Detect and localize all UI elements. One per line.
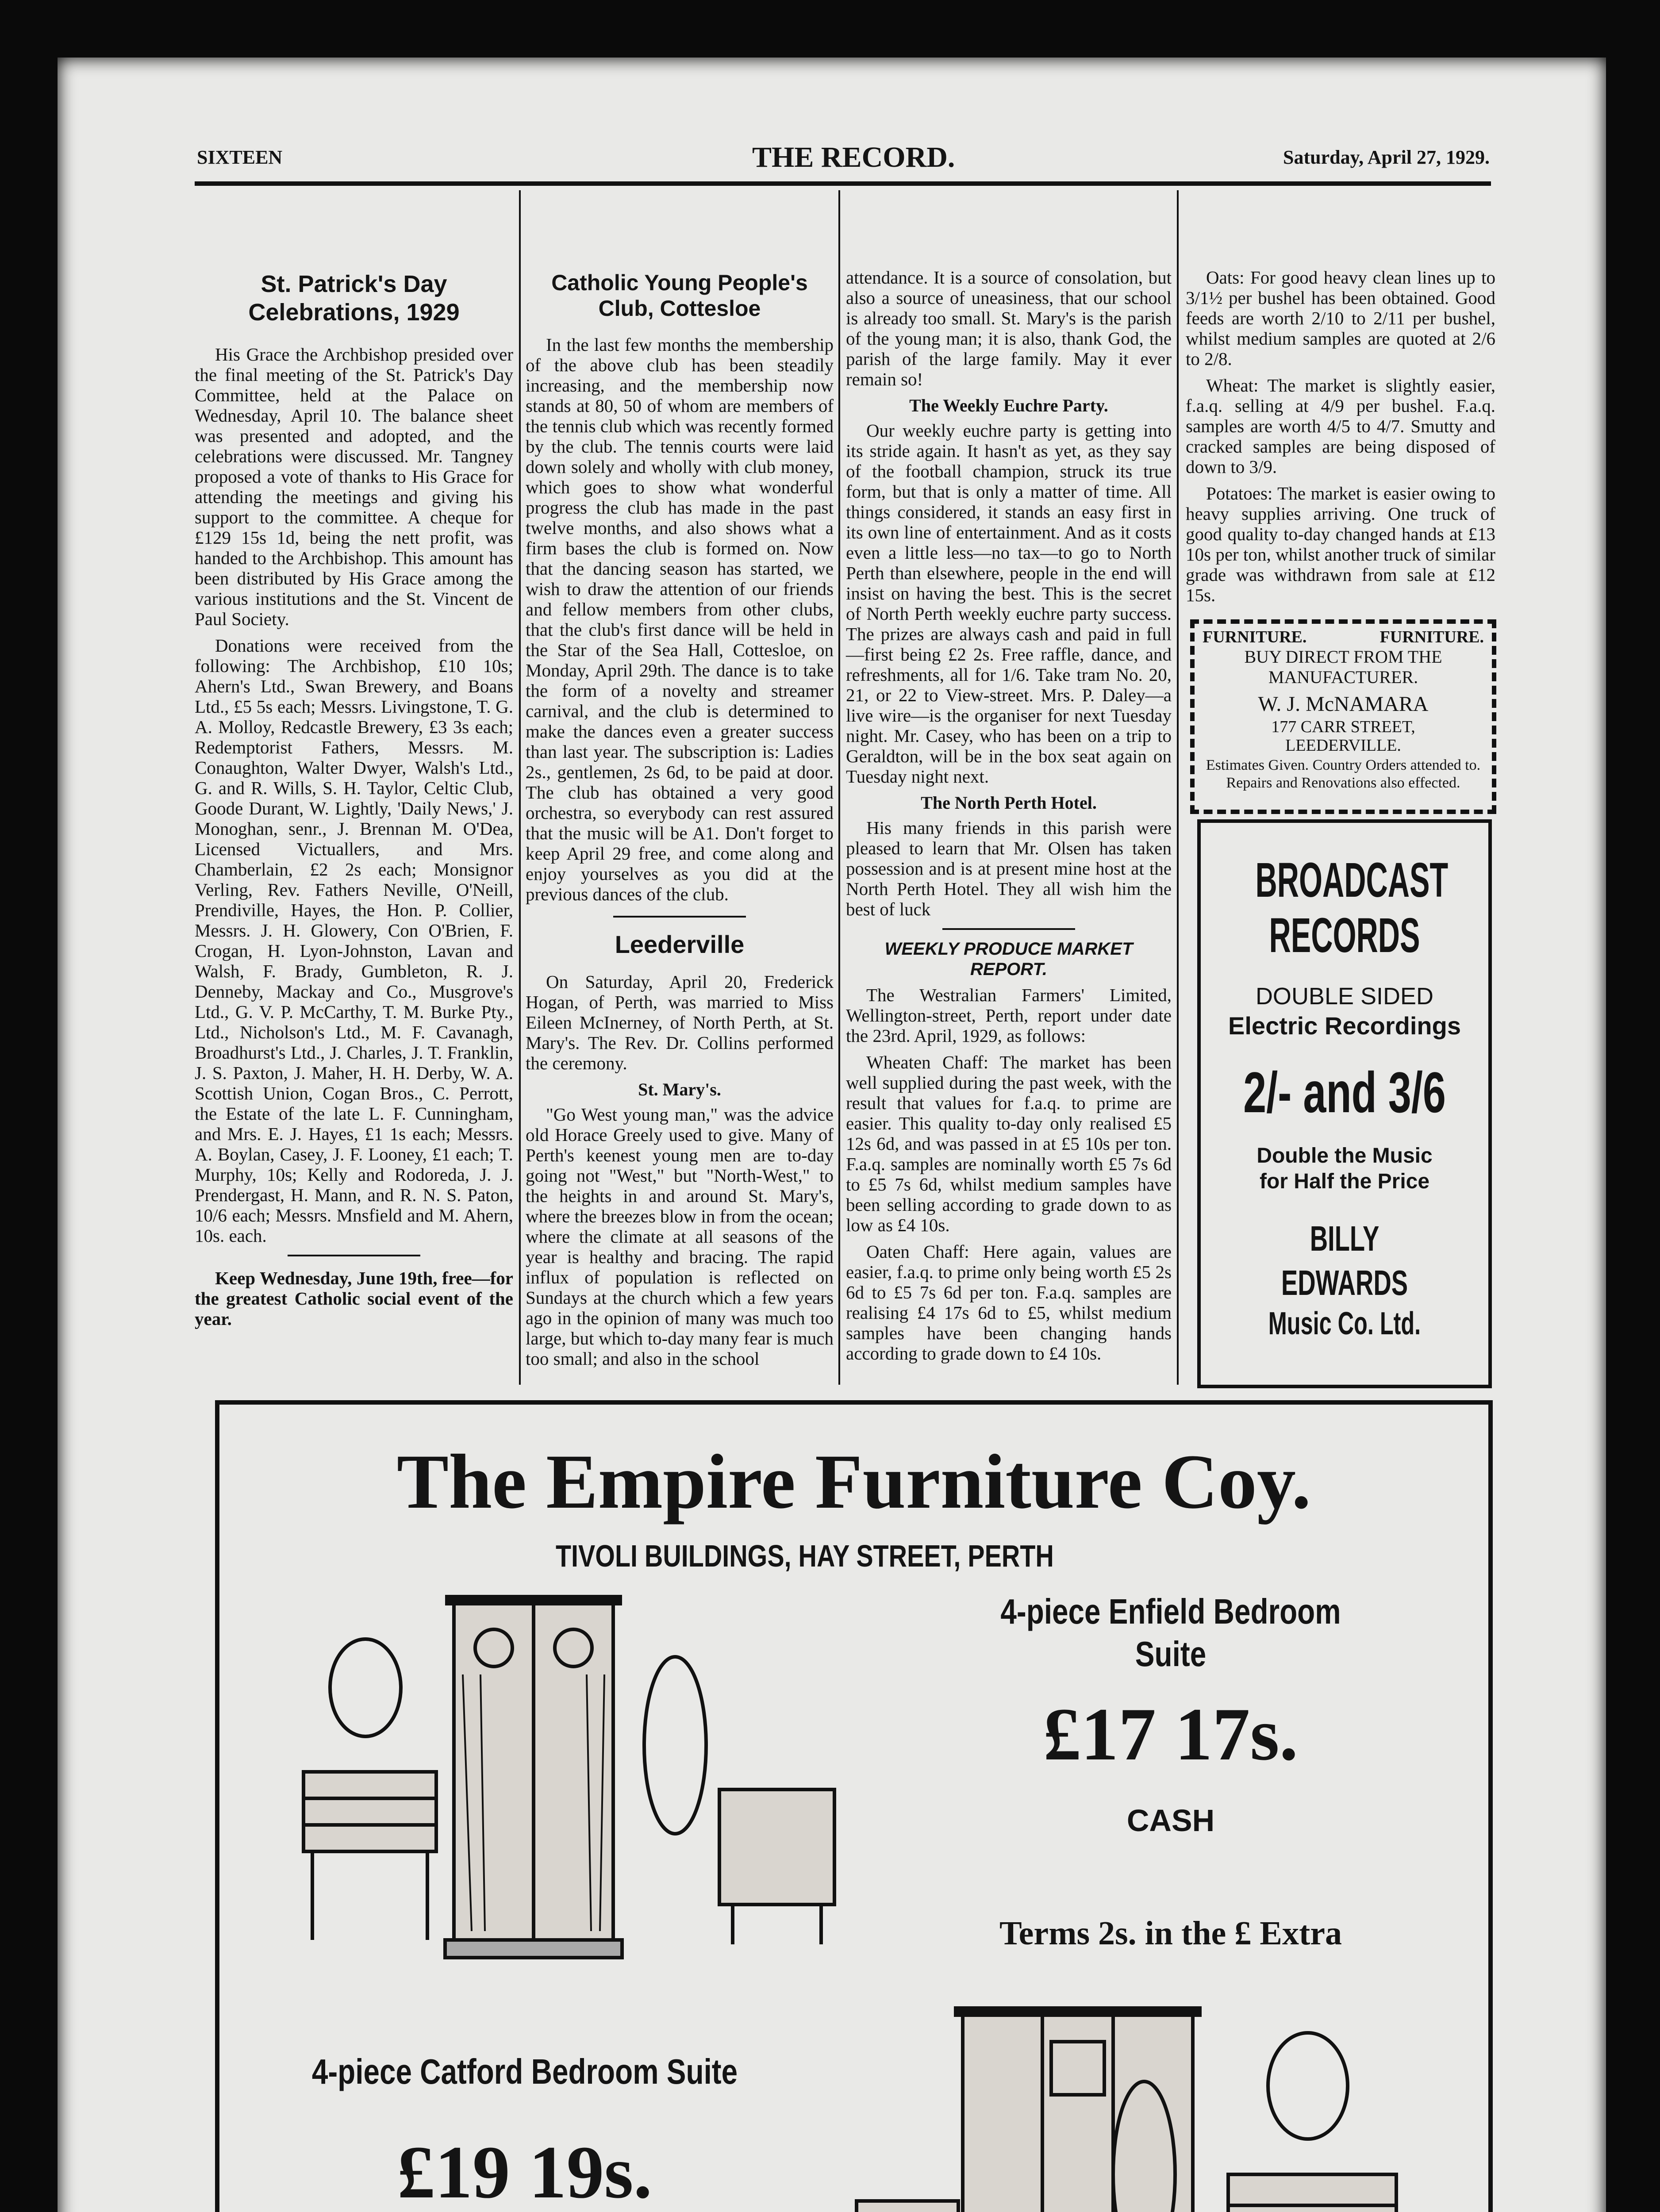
enfield-name: 4-piece Enfield Bedroom Suite (1000, 1592, 1341, 1674)
ad-header (1195, 627, 1492, 647)
empire-furniture-ad (215, 1400, 1493, 2212)
article-paragraph: Wheat: The market is slightly easier, f.a.q. selling at 4/9 per bushel. F.a.q. samples are worth 4/5 to 4/7. Smutty and cracked samples are being disposed of down to 3/9. (1186, 375, 1495, 477)
issue-date: Saturday, April 27, 1929. (1283, 146, 1490, 168)
section-subhead: The Weekly Euchre Party. (909, 396, 1108, 415)
ad-line: FURNITURE. (1203, 628, 1307, 646)
ad-line: 177 CARR STREET, (1271, 718, 1415, 736)
ad-brand: Music Co. Ltd. (1268, 1306, 1421, 1341)
column-divider (1177, 190, 1179, 1385)
article-paragraph: Oats: For good heavy clean lines up to 3/1½ per bushel has been obtained. Good feeds are worth 2/10 to 2/11 per bushel, whilst medium samples are quoted at 2/6 to 2/8. (1186, 267, 1495, 369)
section-subhead: St. Mary's. (638, 1079, 721, 1099)
column-divider (838, 190, 840, 1385)
section-subhead: The North Perth Hotel. (921, 793, 1097, 813)
article-title: Catholic Young People's Club, Cottesloe (551, 270, 808, 321)
article-paragraph: On Saturday, April 20, Frederick Hogan, of Perth, was married to Miss Eileen McInerney, of North Perth, at St. Mary's. The Rev. Dr. Collins performed the ceremony. (526, 972, 834, 1073)
enfield-cash: CASH (1126, 1803, 1215, 1838)
article-paragraph: In the last few months the membership of the above club has been steadily increasing, and the membership now stands at 80, 50 of whom are members of the tennis club which was recently formed by the club. The tennis courts were laid down solely and wholly with club money, which goes to show what wonderful progress the club has made in the past twelve months, and also shows what a firm bases the club is formed on. Now that the dancing season has started, we wish to draw the attention of our friends and fellow members from other clubs, that the club's first dance will be held in the Star of the Sea Hall, Cottesloe, on Monday, April 29th. The dance is to take the form of a novelty and streamer carnival, and the club is determined to make the dances even a greater success than last year. The subscription is: Ladies 2s., gentlemen, 2s 6d, to be paid at door. The club has obtained a very good orchestra, so everybody can rest assured that the music will be A1. Don't forget to keep April 29 free, and come along and enjoy yourselves as you did at the previous dances of the club. (526, 334, 834, 904)
column-1 (195, 270, 513, 1335)
page-label: SIXTEEN (197, 146, 283, 168)
ad-note: Estimates Given. Country Orders attended to. Repairs and Renovations also effected. (1206, 757, 1481, 791)
article-title: WEEKLY PRODUCE MARKET REPORT. (884, 939, 1133, 979)
notice-paragraph: Keep Wednesday, June 19th, free—for the greatest Catholic social event of the year. (195, 1268, 513, 1329)
divider (613, 916, 746, 918)
article-paragraph: Donations were received from the following: The Archbishop, £10 10s; Ahern's Ltd., Swan Brewery, and Boans Ltd., £5 5s each; Messrs. Livingstone, T. G. A. Molloy, Redcastle Brewery, £3 3s each; Redemptorist Fathers, Messrs. M. Conaughton, Walter Dwyer, Walsh's Ltd., G. and R. Wills, S. H. Taylor, Celtic Club, Goode Durant, W. Lightly, 'Daily News,' J. Monoghan, senr., J. Brennan M. O'Dea, Licensed Victuallers, and Mrs. Chamberlain, £2 2s each; Monsignor Verling, Rev. Fathers Neville, O'Neill, Prendiville, Hayes, the Hon. P. Collier, Messrs. J. H. Glowery, Con O'Brien, F. Crogan, H. Lyon-Johnston, Lavan and Walsh, F. Brady, Gumbleton, R. J. Denneby, Mackay and Co., Musgrove's Ltd., G. V. P. McCarthy, T. M. Burke Pty., Ltd., Nicholson's Ltd., M. F. Cavanagh, Broadhurst's Ltd., J. Charles, J. T. Franklin, J. S. Paxton, J. Maher, H. H. Derby, W. A. Scottish Union, Cogan Bros., C. Perrott, the Estate of the late L. F. Cunningham, and Mrs. E. J. Hayes, £1 1s each; Messrs. A. Boylan, Casey, J. F. Looney, £1 each; T. Murphy, 10s; Kelly and Rodoreda, J. J. Prendergast, H. Mann, and R. N. S. Paton, 10/6 each; Messrs. Mnsfield and M. Ahern, 10s. each. (195, 635, 513, 1246)
article-title: St. Patrick's Day Celebrations, 1929 (248, 271, 460, 326)
column-4 (1186, 267, 1495, 611)
enfield-terms: Terms 2s. in the £ Extra (999, 1915, 1342, 1952)
ad-line: LEEDERVILLE. (1285, 736, 1401, 755)
catford-suite-illustration (839, 1989, 1436, 2212)
broadcast-records-ad (1197, 819, 1492, 1388)
article-paragraph: Our weekly euchre party is getting into its stride again. It hasn't as yet, as they say of the football champion, struck its true form, but that is only a matter of time. All things considered, it stands an easy first in its own line of entertainment. And as it costs even a little less—no tax—to go to North Perth than elsewhere, people in the end will insist on having the best. This is the secret of North Perth weekly euchre party success. The prizes are always cash and paid in full—first being £2 2s. Free raffle, dance, and refreshments, all for 1/6. Take tram No. 20, 21, or 22 to View-street. Mrs. P. Daley—a live wire—is the organiser for next Tuesday night. Mr. Casey, who has been on a trip to Geraldton, will be in the box seat again on Tuesday night next. (846, 420, 1172, 787)
article-paragraph: "Go West young man," was the advice old Horace Greely used to give. Many of Perth's keenest young men are to-day going not "West," but "North-West," to the heights in and around St. Mary's, where the breezes blow in from the ocean; where the climate at all seasons of the year is healthy and bracing. The rapid influx of population is reflected on Sundays at the church which a few years ago in the opinion of many was much too large, but which to-day many fear is much too small; and also in the school (526, 1104, 834, 1369)
ad-title: RECORDS (1269, 908, 1420, 963)
article-paragraph: His Grace the Archbishop presided over the final meeting of the St. Patrick's Day Committee, held at the Palace on Wednesday, April 10. The balance sheet was presented and adopted, and the celebrations were discussed. Mr. Tangney proposed a vote of thanks to His Grace for attending the meetings and giving his support to the committee. A cheque for £129 15s 1d, being the nett profit, was handed to the Archbishop. This amount has been distributed by His Grace among the various institutions and the St. Vincent de Paul Society. (195, 344, 513, 629)
ad-line: Double the Music (1257, 1144, 1433, 1167)
article-paragraph: Potatoes: The market is easier owing to heavy supplies arriving. One truck of good quality to-day changed hands at £13 10s per ton, whilst another truck of similar grade was withdrawn from sale at £12 15s. (1186, 483, 1495, 605)
article-paragraph: Oaten Chaff: Here again, values are easier, f.a.q. to prime only being worth £5 2s 6d to £5 7s 6d per ton. F.a.q. samples are realising £4 17s 6d to £5, whilst medium samples have been changing hands according to grade down to £4 10s. (846, 1241, 1172, 1363)
article-title: Leederville (615, 930, 745, 958)
ad-line: for Half the Price (1259, 1170, 1430, 1193)
ad-line: BUY DIRECT FROM THE (1244, 647, 1442, 667)
article-paragraph: Wheaten Chaff: The market has been well supplied during the past week, with the result that values for f.a.q. to prime are easier. This quality to-day only realised £5 12s 6d, and was passed in at £5 10s per ton. F.a.q. samples are nominally worth £5 7s 6d to £5 7s 6d, whilst medium samples have been selling according to grade down to as low as £4 10s. (846, 1052, 1172, 1235)
ad-name: W. J. McNAMARA (1258, 692, 1429, 716)
ad-title: BROADCAST (1255, 853, 1449, 907)
column-2 (526, 270, 834, 1375)
column-3 (846, 267, 1172, 1370)
catford-name: 4-piece Catford Bedroom Suite (311, 2052, 738, 2091)
ad-brand: BILLY EDWARDS (1281, 1219, 1408, 1302)
ad-price: 2/- and 3/6 (1243, 1060, 1446, 1125)
paper-title: THE RECORD. (752, 141, 955, 173)
ad-line: Electric Recordings (1228, 1012, 1461, 1040)
mcnamara-ad (1190, 619, 1496, 814)
enfield-price: £17 17s. (1043, 1693, 1299, 1776)
divider (288, 1255, 420, 1256)
ad-line: DOUBLE SIDED (1255, 983, 1434, 1010)
ad-address: TIVOLI BUILDINGS, HAY STREET, PERTH (556, 1539, 1054, 1573)
masthead-rule (195, 181, 1491, 186)
article-paragraph: attendance. It is a source of consolation, but also a source of uneasiness, that our school is already too small. St. Mary's is the parish of the young man; it is also, thank God, the parish of the large family. May it ever remain so! (846, 267, 1172, 389)
column-divider (519, 190, 521, 1385)
ad-title: The Empire Furniture Coy. (396, 1439, 1311, 1525)
article-paragraph: His many friends in this parish were pleased to learn that Mr. Olsen has taken possession and is at present mine host at the North Perth Hotel. They all wish him the best of luck (846, 818, 1172, 919)
ad-line: FURNITURE. (1379, 628, 1484, 646)
ad-line: MANUFACTURER. (1268, 667, 1418, 687)
enfield-suite-illustration (277, 1577, 949, 1975)
article-paragraph: The Westralian Farmers' Limited, Wellington-street, Perth, report under date the 23rd. April, 1929, as follows: (846, 985, 1172, 1046)
divider (942, 928, 1075, 930)
catford-price: £19 19s. (397, 2131, 653, 2212)
